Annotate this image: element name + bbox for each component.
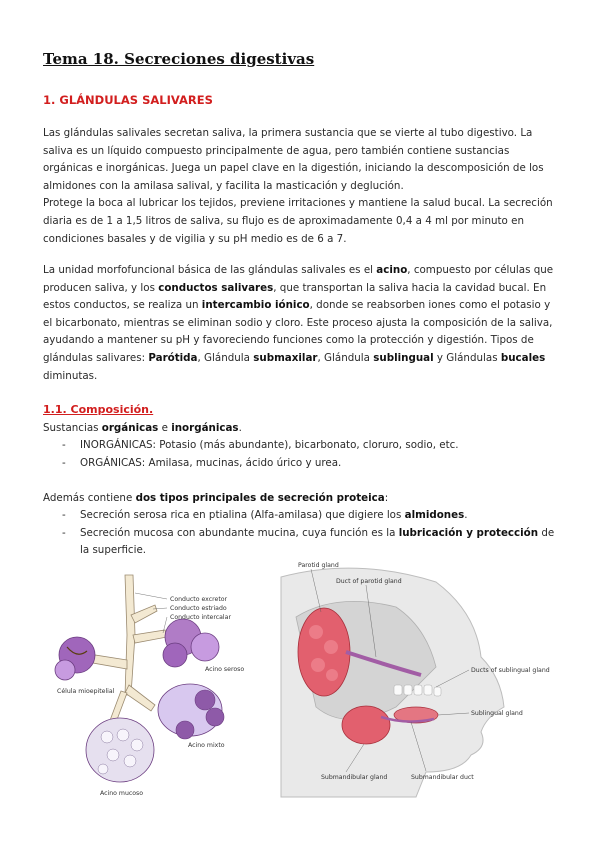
text-run: . xyxy=(238,422,242,434)
bold-term: intercambio iónico xyxy=(201,299,310,312)
duct-branch xyxy=(93,655,127,669)
text-run: , donde se reabsorben iones como el potasio y el bicarbonato, mientras se eliminan sodio y cloro. Este proceso ajusta la composición de la saliva, ayudando a mantener su pH y favoreciendo funciones como la protección y digestión. Tipos de glándulas salivares: xyxy=(43,299,553,364)
bold-term: almidones xyxy=(404,509,465,521)
secretion-list xyxy=(62,507,562,560)
text-run: y Glándulas xyxy=(433,351,501,364)
composition-list xyxy=(62,437,562,472)
mixed-acinus xyxy=(158,684,224,739)
dash-bullet: - xyxy=(62,439,66,451)
serous-acinus-top xyxy=(163,619,219,667)
text-run: , Glándula xyxy=(317,351,374,364)
mucous-acinus xyxy=(86,718,154,782)
label-ducts-sublingual: Ducts of sublingual gland xyxy=(471,667,550,674)
text-run: . xyxy=(464,509,468,521)
label-celula-mioepitelial: Célula mioepitelial xyxy=(57,688,115,695)
paragraph-line: Protege la boca al lubricar los tejidos, previene irritaciones y mantiene la salud bucal. La secreción diaria es de 1 a 1,5 litros de saliva, su flujo es de aproximadamente 0,4 a 4 ml por minuto en condiciones basales y de vigilia y su pH medio es de 6 a 7. xyxy=(43,197,553,245)
text-run: , Glándula xyxy=(197,351,254,364)
list-item-text: ORGÁNICAS: Amilasa, mucinas, ácido úrico y urea. xyxy=(80,456,342,469)
section-heading-composicion: 1.1. Composición. xyxy=(43,403,154,416)
label-acino-seroso: Acino seroso xyxy=(205,666,245,673)
text-run: Secreción serosa rica en ptialina (Alfa-amilasa) que digiere los xyxy=(80,509,405,521)
text-run: , que transportan la saliva hacia la cavidad bucal. En estos conductos, se realiza un xyxy=(43,281,547,312)
section-heading-glandulas: 1. GLÁNDULAS SALIVARES xyxy=(43,93,213,107)
dash-bullet: - xyxy=(62,509,66,521)
paragraph-line: Las glándulas salivales secretan saliva, la primera sustancia que se vierte al tubo digestivo. La saliva es un líquido compuesto principalmente de agua, pero también contiene sustancias orgánicas e inorgánicas. Juega un papel clave en la digestión, iniciando la descomposición de los almidones con la amilasa salival, y facilita la masticación y deglución. xyxy=(43,127,544,192)
label-conducto-intercalar: Conducto intercalar xyxy=(170,614,231,621)
salivary-glands-head-diagram xyxy=(276,557,550,797)
parotid-gland xyxy=(298,608,350,696)
text-run: , compuesto por células que producen saliva, y los xyxy=(43,264,554,294)
duct-branch xyxy=(125,685,155,711)
bold-term: bucales xyxy=(500,351,546,364)
text-run: Secreción mucosa con abundante mucina, cuya función es la xyxy=(80,526,399,539)
substances-line xyxy=(43,420,242,437)
serous-acinus-left xyxy=(55,637,95,680)
label-acino-mucoso: Acino mucoso xyxy=(100,790,144,797)
text-run: diminutas. xyxy=(43,369,98,382)
page-title: Tema 18. Secreciones digestivas xyxy=(43,50,315,68)
label-sublingual-gland: Sublingual gland xyxy=(471,710,523,717)
submandibular-gland-shape xyxy=(342,706,390,744)
text-run: La unidad morfofuncional básica de las glándulas salivales es el xyxy=(43,264,377,276)
label-acino-mixto: Acino mixto xyxy=(188,742,225,749)
label-conducto-estriado: Conducto estriado xyxy=(170,605,227,612)
bold-term: dos tipos principales de secreción proteica xyxy=(135,492,385,504)
text-run: Además contiene xyxy=(43,492,136,504)
label-submandibular-gland: Submandibular gland xyxy=(321,774,388,781)
list-item xyxy=(62,525,562,560)
dash-bullet: - xyxy=(62,526,66,539)
bold-term: sublingual xyxy=(373,351,434,364)
bold-term: acino xyxy=(376,264,408,276)
text-run: e xyxy=(158,422,172,434)
list-item xyxy=(62,507,562,525)
paragraph-saliva xyxy=(43,125,558,248)
paragraph-acino xyxy=(43,262,558,385)
bold-term: lubricación y protección xyxy=(398,526,539,539)
dash-bullet: - xyxy=(62,456,66,469)
text-run: : xyxy=(384,492,389,504)
label-submandibular-duct: Submandibular duct xyxy=(411,774,474,781)
bold-term: submaxilar xyxy=(253,351,318,364)
bold-term: Parótida xyxy=(148,351,198,364)
list-item xyxy=(62,455,562,473)
duct-branch xyxy=(131,605,157,623)
bold-term: inorgánicas xyxy=(171,422,239,434)
secretion-intro xyxy=(43,490,388,507)
list-item-text: INORGÁNICAS: Potasio (más abundante), bicarbonato, cloruro, sodio, etc. xyxy=(80,439,459,451)
bold-term: conductos salivares xyxy=(158,281,274,294)
bold-term: orgánicas xyxy=(101,422,159,434)
duct-branch xyxy=(133,630,167,643)
acinus-diagram xyxy=(55,575,245,800)
text-run: de la superficie. xyxy=(80,526,555,556)
text-run: Sustancias xyxy=(43,422,102,434)
label-parotid-gland: Parotid gland xyxy=(298,562,339,569)
label-conducto-excretor: Conducto excretor xyxy=(170,596,228,603)
label-duct-parotid: Duct of parotid gland xyxy=(336,578,402,585)
list-item xyxy=(62,437,562,455)
